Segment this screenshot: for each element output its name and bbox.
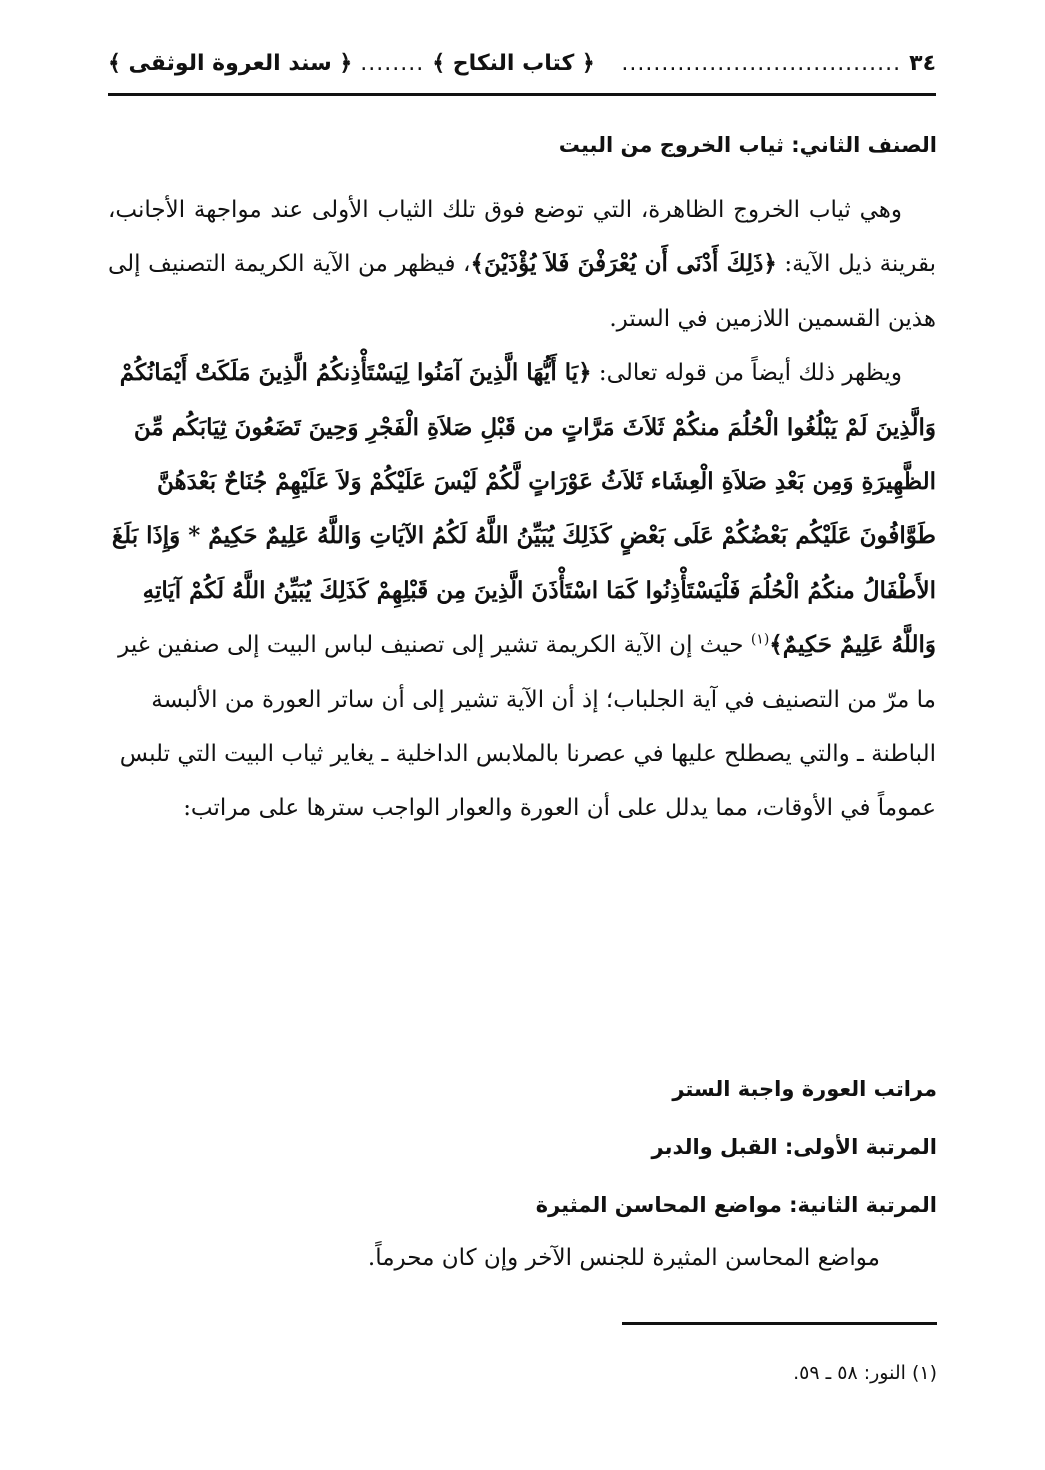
chapter-title: ﴿ كتاب النكاح ﴾ [432,50,595,76]
paragraph-2 [108,346,936,836]
section-title: الصنف الثاني: ثياب الخروج من البيت [558,133,937,157]
running-header [108,38,936,88]
heading-ranks: مراتب العورة واجبة الستر [672,1077,937,1101]
rank-2-text: مواضع المحاسن المثيرة للجنس الآخر وإن كان محرماً. [367,1245,880,1271]
footnote-ref[interactable]: (١) [750,631,770,648]
paragraph-2-text-b: حيث إن الآية الكريمة تشير إلى تصنيف لباس البيت إلى صنفين غير ما مرّ من التصنيف في آية الجلباب؛ إذ أن الآية تشير إلى أن ساتر العورة من الألبسة الباطنة ـ والتي يصطلح عليها في عصرنا بالملابس الداخلية ـ يغاير ثياب البيت التي تلبس عموماً في الأوقات، مما يدلل على أن العورة والعوار الواجب سترها على مراتب: [118,632,936,822]
footnote: (١) النور: ٥٨ ـ ٥٩. [793,1362,937,1384]
paragraph-1 [108,183,936,346]
header-rule [108,93,936,96]
header-dots: ................................... [621,50,902,76]
header-dots-short: ........ [360,50,425,76]
quran-quote-1: ﴿ذَلِكَ أَدْنَى أَن يُعْرَفْنَ فَلاَ يُؤْذَيْنَ﴾ [470,250,777,278]
main-text [108,183,936,836]
paragraph-1-text-a: وهي ثياب الخروج الظاهرة، التي توضع فوق تلك الثياب الأولى عند مواجهة الأجانب، بقرينة ذيل الآية: [108,197,937,278]
heading-rank-1: المرتبة الأولى: القبل والدبر [651,1135,937,1159]
paragraph-1-text-b: ، فيظهر من الآية الكريمة التصنيف إلى هذين القسمين اللازمين في الستر. [108,251,936,332]
book-title: ﴿ سند العروة الوثقى ﴾ [108,50,353,76]
paragraph-2-text-a: ويظهر ذلك أيضاً من قوله تعالى: [591,360,902,387]
heading-rank-2: المرتبة الثانية: مواضع المحاسن المثيرة [535,1193,937,1217]
page-number: ٣٤ [909,50,936,76]
quran-quote-2: ﴿يَا أَيُّهَا الَّذِينَ آمَنُوا لِيَسْتَأْذِنكُمُ الَّذِينَ مَلَكَتْ أَيْمَانُكُمْ وَالَّذِينَ لَمْ يَبْلُغُوا الْحُلُمَ منكُمْ ثَلاَثَ مَرَّاتٍ من قَبْلِ صَلاَةِ الْفَجْرِ وَحِينَ تَضَعُونَ ثِيَابَكُم مِّنَ الظَّهِيرَةِ وَمِن بَعْدِ صَلاَةِ الْعِشَاء ثَلاَثُ عَوْرَاتٍ لَّكُمْ لَيْسَ عَلَيْكُمْ وَلاَ عَلَيْهِمْ جُنَاحٌ بَعْدَهُنَّ طَوَّافُونَ عَلَيْكُم بَعْضُكُمْ عَلَى بَعْضٍ كَذَلِكَ يُبَيِّنُ اللَّهُ لَكُمُ الآيَاتِ وَاللَّهُ عَلِيمٌ حَكِيمٌ * وَإِذَا بَلَغَ الأَطْفَالُ منكُمُ الْحُلُمَ فَلْيَسْتَأْذِنُوا كَمَا اسْتَأْذَنَ الَّذِينَ مِن قَبْلِهِمْ كَذَلِكَ يُبَيِّنُ اللَّهُ لَكُمْ آيَاتِهِ وَاللَّهُ عَلِيمٌ حَكِيمٌ﴾ [111,359,936,659]
footnote-rule [622,1322,937,1325]
